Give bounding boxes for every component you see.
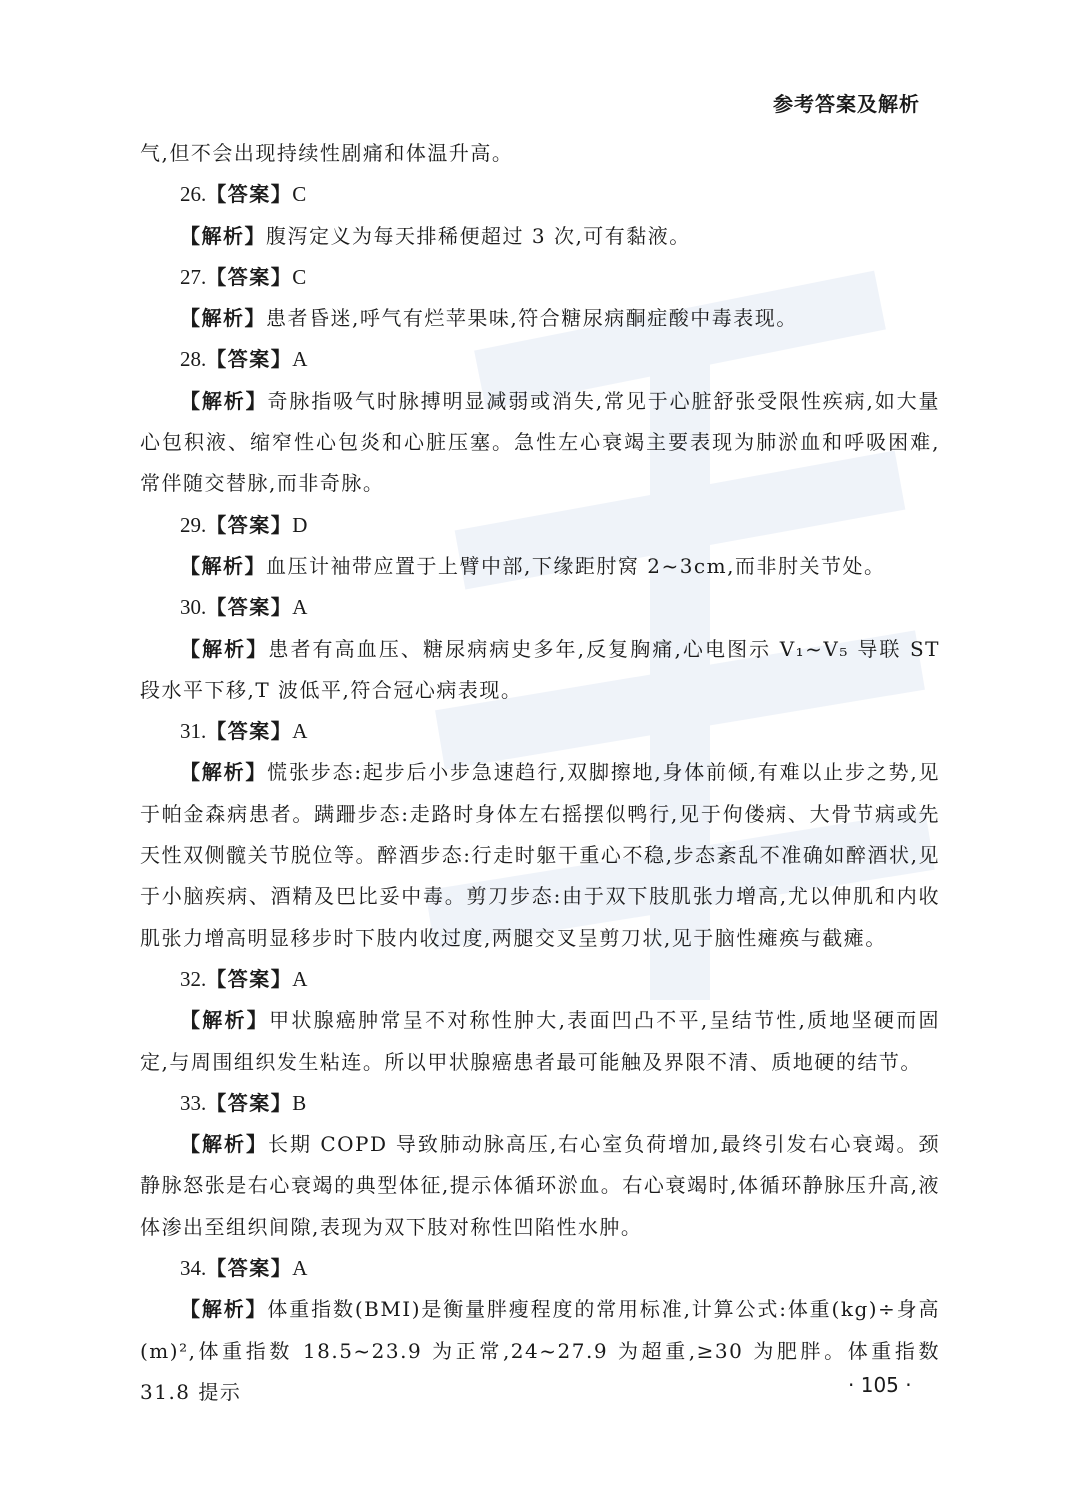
- analysis-text: 奇脉指吸气时脉搏明显减弱或消失,常见于心脏舒张受限性疾病,如大量心包积液、缩窄性心包炎和心脏压塞。急性左心衰竭主要表现为肺淤血和呼吸困难,常伴随交替脉,而非奇脉。: [140, 388, 941, 496]
- analysis-text: 慌张步态:起步后小步急速趋行,双脚擦地,身体前倾,有难以止步之势,见于帕金森病患者。蹒跚步态:走路时身体左右摇摆似鸭行,见于佝偻病、大骨节病或先天性双侧髋关节脱位等。醉酒步态:行走时躯干重心不稳,步态紊乱不准确如醉酒状,见于小脑疾病、酒精及巴比妥中毒。剪刀步态:由于双下肢肌张力增高,尤以伸肌和内收肌张力增高明显移步时下肢内收过度,两腿交叉呈剪刀状,见于脑性瘫痪与截瘫。: [140, 760, 940, 950]
- analysis-26: [140, 216, 940, 257]
- answer-tag: 【答案】: [206, 719, 293, 744]
- answer-line-29: [140, 505, 940, 546]
- page-number: · 105 ·: [848, 1373, 912, 1397]
- answer-letter: D: [292, 512, 309, 537]
- answer-tag: 【答案】: [206, 347, 293, 372]
- analysis-text: 血压计袖带应置于上臂中部,下缘距肘窝 2~3cm,而非肘关节处。: [266, 553, 886, 578]
- answer-line-32: [140, 959, 940, 1000]
- answer-tag: 【答案】: [206, 1256, 293, 1281]
- question-number: 26.: [180, 182, 207, 207]
- analysis-text: 长期 COPD 导致肺动脉高压,右心室负荷增加,最终引发右心衰竭。颈静脉怒张是右心衰竭的典型体征,提示体循环淤血。右心衰竭时,体循环静脉压升高,液体渗出至组织间隙,表现为双下肢对称性凹陷性水肿。: [140, 1132, 941, 1239]
- analysis-28: [140, 381, 940, 505]
- answer-line-26: [140, 174, 940, 215]
- answer-letter: C: [292, 182, 308, 207]
- analysis-tag: 【解析】: [180, 553, 266, 578]
- answer-line-34: [140, 1248, 940, 1289]
- answer-line-30: [140, 587, 940, 628]
- analysis-tag: 【解析】: [180, 760, 268, 785]
- analysis-33: [140, 1124, 940, 1248]
- answer-letter: A: [292, 1256, 309, 1281]
- answer-tag: 【答案】: [206, 1090, 293, 1115]
- question-number: 32.: [180, 966, 207, 991]
- analysis-tag: 【解析】: [180, 636, 269, 661]
- answer-letter: A: [292, 347, 309, 372]
- answer-tag: 【答案】: [206, 182, 293, 207]
- answer-letter: A: [292, 966, 309, 991]
- question-number: 29.: [180, 512, 207, 537]
- answer-line-27: [140, 257, 940, 298]
- analysis-tag: 【解析】: [180, 388, 268, 413]
- analysis-32: [140, 1000, 940, 1083]
- analysis-text: 体重指数(BMI)是衡量胖瘦程度的常用标准,计算公式:体重(kg)÷身高(m)²,体重指数 18.5~23.9 为正常,24~27.9 为超重,≥30 为肥胖。体重指数 31.8 提示: [140, 1297, 941, 1404]
- analysis-text: 患者昏迷,呼气有烂苹果味,符合糖尿病酮症酸中毒表现。: [266, 306, 798, 331]
- analysis-tag: 【解析】: [180, 223, 266, 248]
- answer-letter: B: [292, 1090, 308, 1115]
- analysis-tag: 【解析】: [180, 1132, 268, 1157]
- analysis-34: [140, 1289, 940, 1413]
- analysis-29: [140, 546, 940, 587]
- analysis-text: 腹泻定义为每天排稀便超过 3 次,可有黏液。: [266, 223, 691, 248]
- analysis-tag: 【解析】: [180, 306, 266, 331]
- intro-text: 气,但不会出现持续性剧痛和体温升高。: [140, 141, 514, 165]
- answer-letter: A: [292, 595, 309, 620]
- analysis-30: [140, 629, 940, 712]
- header-title: 参考答案及解析: [773, 92, 920, 116]
- answer-tag: 【答案】: [206, 512, 293, 537]
- question-number: 34.: [180, 1256, 207, 1281]
- analysis-text: 甲状腺癌肿常呈不对称性肿大,表面凹凸不平,呈结节性,质地坚硬而固定,与周围组织发生粘连。所以甲状腺癌患者最可能触及界限不清、质地硬的结节。: [140, 1008, 940, 1074]
- question-number: 30.: [180, 595, 207, 620]
- answer-line-33: [140, 1083, 940, 1124]
- answer-tag: 【答案】: [206, 264, 293, 289]
- answer-line-31: [140, 711, 940, 752]
- answer-line-28: [140, 339, 940, 380]
- answer-tag: 【答案】: [206, 966, 293, 991]
- answer-letter: A: [292, 719, 309, 744]
- question-number: 33.: [180, 1090, 207, 1115]
- question-number: 28.: [180, 347, 207, 372]
- analysis-27: [140, 298, 940, 339]
- answer-content: [140, 133, 940, 1413]
- question-number: 31.: [180, 719, 207, 744]
- answer-tag: 【答案】: [206, 595, 293, 620]
- answer-letter: C: [292, 264, 308, 289]
- question-number: 27.: [180, 264, 207, 289]
- analysis-text: 患者有高血压、糖尿病病史多年,反复胸痛,心电图示 V₁~V₅ 导联 ST 段水平下移,T 波低平,符合冠心病表现。: [140, 636, 941, 702]
- analysis-31: [140, 752, 940, 958]
- analysis-tag: 【解析】: [180, 1008, 270, 1033]
- analysis-tag: 【解析】: [180, 1297, 268, 1322]
